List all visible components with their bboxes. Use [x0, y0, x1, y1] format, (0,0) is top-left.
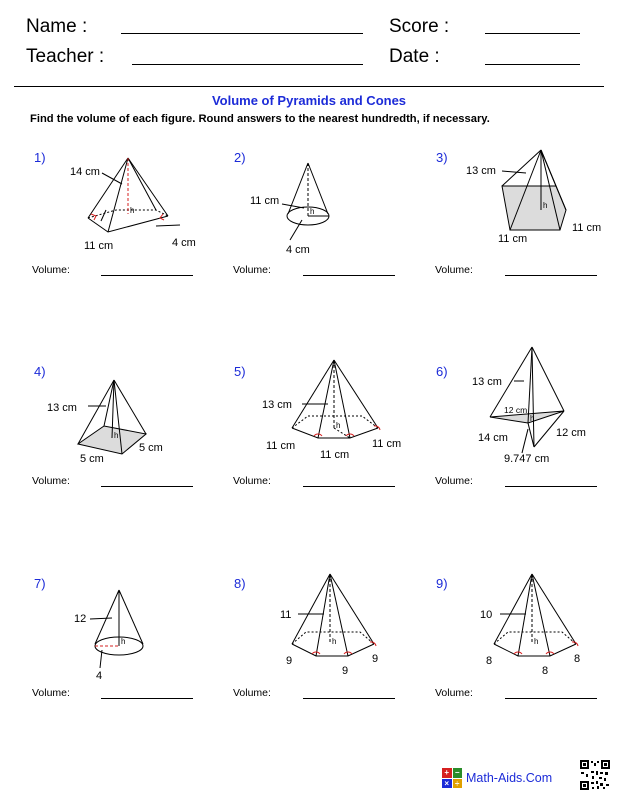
svg-text:h: h: [530, 414, 535, 423]
answer-line[interactable]: [101, 698, 193, 699]
logo-glyph: ×: [442, 779, 452, 789]
dimension-label: 12 cm: [504, 405, 528, 415]
problem-number: 1): [34, 150, 46, 165]
dimension-label: 11 cm: [372, 438, 402, 450]
date-label: Date :: [389, 46, 440, 67]
dimension-label: 4 cm: [172, 237, 196, 249]
figure-pentagonal-pyramid: [460, 148, 615, 248]
dimension-label: 11 cm: [498, 233, 528, 245]
dimension-label: 9: [372, 653, 379, 665]
site-name[interactable]: Math-Aids.Com: [466, 771, 553, 785]
dimension-label: 11: [280, 609, 292, 621]
volume-label: Volume:: [435, 475, 473, 487]
logo-glyph: −: [453, 768, 463, 778]
volume-label: Volume:: [435, 687, 473, 699]
answer-line[interactable]: [505, 698, 597, 699]
volume-label: Volume:: [32, 475, 70, 487]
math-aids-logo-icon: [442, 768, 462, 788]
volume-label: Volume:: [32, 264, 70, 276]
worksheet-title: Volume of Pyramids and Cones: [211, 93, 407, 108]
answer-line[interactable]: [505, 486, 597, 487]
svg-text:h: h: [332, 637, 337, 646]
logo-glyph: +: [442, 768, 452, 778]
name-line[interactable]: [121, 33, 363, 34]
score-label: Score :: [389, 16, 450, 37]
problem-number: 6): [436, 364, 448, 379]
dimension-label: 11 cm: [572, 222, 602, 234]
dimension-label: 12: [74, 613, 87, 625]
answer-line[interactable]: [101, 486, 193, 487]
footer: [442, 765, 552, 791]
problem-number: 2): [234, 150, 246, 165]
answer-line[interactable]: [303, 275, 395, 276]
problem-number: 8): [234, 576, 246, 591]
volume-label: Volume:: [32, 687, 70, 699]
figure-triangular-pyramid: [470, 335, 610, 465]
teacher-label: Teacher :: [26, 46, 105, 67]
volume-label: Volume:: [233, 475, 271, 487]
dimension-label: 11 cm: [320, 449, 350, 461]
volume-label: Volume:: [233, 264, 271, 276]
figure-cone: [64, 582, 164, 682]
dimension-label: 13 cm: [262, 399, 292, 411]
dimension-label: 8: [542, 665, 549, 677]
dimension-label: 10: [480, 609, 493, 621]
dimension-label: 11 cm: [266, 440, 296, 452]
qr-code-icon: [580, 760, 610, 790]
problem-number: 7): [34, 576, 46, 591]
header-divider: [14, 86, 604, 87]
problem-number: 9): [436, 576, 448, 591]
figure-hexagonal-pyramid: [262, 356, 412, 466]
logo-glyph: ÷: [453, 779, 463, 789]
score-line[interactable]: [485, 33, 580, 34]
answer-line[interactable]: [303, 698, 395, 699]
figure-hexagonal-pyramid: [270, 570, 400, 680]
svg-text:h: h: [534, 637, 539, 646]
svg-text:h: h: [543, 201, 548, 210]
figure-rect-pyramid: [60, 150, 210, 255]
dimension-label: 9.747 cm: [504, 453, 550, 465]
dimension-label: 14 cm: [478, 432, 508, 444]
svg-text:h: h: [114, 431, 119, 440]
dimension-label: 5 cm: [139, 442, 163, 454]
svg-text:h: h: [130, 206, 135, 215]
dimension-label: 11 cm: [250, 195, 280, 207]
dimension-label: 13 cm: [466, 165, 496, 177]
dimension-label: 4 cm: [286, 244, 310, 256]
dimension-label: 8: [574, 653, 581, 665]
dimension-label: 8: [486, 655, 493, 667]
problem-number: 3): [436, 150, 448, 165]
name-label: Name :: [26, 16, 88, 37]
teacher-line[interactable]: [132, 64, 363, 65]
figure-hexagonal-pyramid: [468, 570, 598, 680]
date-line[interactable]: [485, 64, 580, 65]
answer-line[interactable]: [101, 275, 193, 276]
dimension-label: 5 cm: [80, 453, 104, 465]
dimension-label: 12 cm: [556, 427, 586, 439]
dimension-label: 13 cm: [472, 376, 502, 388]
dimension-label: 9: [342, 665, 349, 677]
volume-label: Volume:: [435, 264, 473, 276]
svg-text:h: h: [310, 207, 315, 216]
dimension-label: 9: [286, 655, 293, 667]
dimension-label: 4: [96, 670, 103, 682]
answer-line[interactable]: [505, 275, 597, 276]
instructions: Find the volume of each figure. Round answers to the nearest hundredth, if necessary.: [30, 113, 490, 125]
dimension-label: 11 cm: [84, 240, 114, 252]
svg-text:h: h: [121, 637, 126, 646]
figure-square-pyramid: [42, 372, 172, 467]
answer-line[interactable]: [303, 486, 395, 487]
problem-number: 4): [34, 364, 46, 379]
dimension-label: 14 cm: [70, 166, 100, 178]
problem-number: 5): [234, 364, 246, 379]
dimension-label: 13 cm: [47, 402, 77, 414]
figure-cone: [250, 158, 350, 258]
volume-label: Volume:: [233, 687, 271, 699]
svg-text:h: h: [336, 421, 341, 430]
